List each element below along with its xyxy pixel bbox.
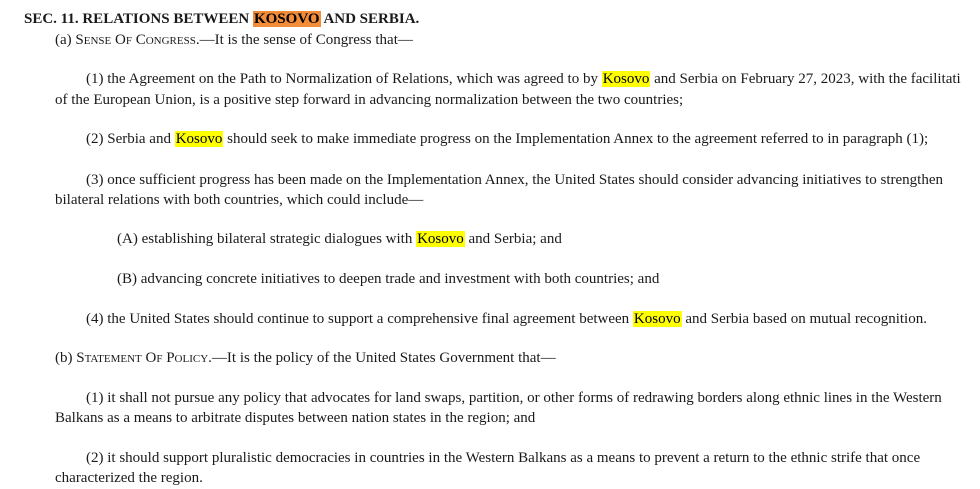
section-heading [24, 9, 419, 29]
search-highlight: Kosovo [417, 231, 464, 247]
text-run: should seek to make immediate progress on the Implementation Annex to the agreement referred to in paragraph (1); [223, 131, 929, 147]
search-highlight: Kosovo [602, 71, 650, 87]
text-run: and Serbia based on mutual recognition. [681, 311, 927, 327]
paragraph-3-line-2: bilateral relations with both countries, which could include— [55, 192, 424, 208]
policy-1-line-1: (1) it shall not pursue any policy that advocates for land swaps, partition, or other forms of redrawing borders along ethnic lines in the Western [86, 390, 942, 406]
subsection-label: (a) [55, 32, 76, 48]
policy-2-line-1: (2) it should support pluralistic democracies in countries in the Western Balkans as a means to prevent a return to the ethnic strife that once [86, 450, 921, 466]
policy-2-line-2: characterized the region. [55, 470, 203, 486]
paragraph-4 [86, 309, 927, 329]
text-run: and Serbia on February 27, 2023, with the facilitati [650, 71, 961, 87]
heading-text: SEC. 11. RELATIONS BETWEEN [24, 11, 253, 27]
subsection-caption: Sense Of Congress [75, 32, 196, 48]
search-highlight-current: KOSOVO [253, 11, 320, 27]
paragraph-3b: (B) advancing concrete initiatives to deepen trade and investment with both countries; and [117, 271, 660, 287]
search-highlight: Kosovo [633, 311, 681, 327]
paragraph-3-line-1: (3) once sufficient progress has been made on the Implementation Annex, the United States should consider advancing initiatives to strengthen [86, 172, 944, 188]
paragraph-1-line-1 [86, 69, 961, 89]
subsection-text: .—It is the policy of the United States Government that— [208, 350, 556, 366]
heading-text: AND SERBIA. [320, 11, 420, 27]
subsection-text: .—It is the sense of Congress that— [195, 32, 413, 48]
subsection-caption: Statement Of Policy [76, 350, 209, 366]
paragraph-1-line-2: of the European Union, is a positive step forward in advancing normalization between the two countries; [55, 92, 684, 108]
text-run: (2) Serbia and [86, 131, 175, 147]
paragraph-3a [117, 229, 562, 249]
policy-1-line-2: Balkans as a means to arbitrate disputes between nation states in the region; and [55, 410, 536, 426]
subsection-b-heading [55, 348, 556, 368]
text-run: (A) establishing bilateral strategic dialogues with [117, 231, 417, 247]
subsection-label: (b) [55, 350, 77, 366]
search-highlight: Kosovo [175, 131, 223, 147]
text-run: and Serbia; and [464, 231, 562, 247]
text-run: (1) the Agreement on the Path to Normalization of Relations, which was agreed to by [86, 71, 602, 87]
text-run: (4) the United States should continue to support a comprehensive final agreement between [86, 311, 633, 327]
paragraph-2 [86, 129, 928, 149]
subsection-a-heading [55, 30, 413, 50]
